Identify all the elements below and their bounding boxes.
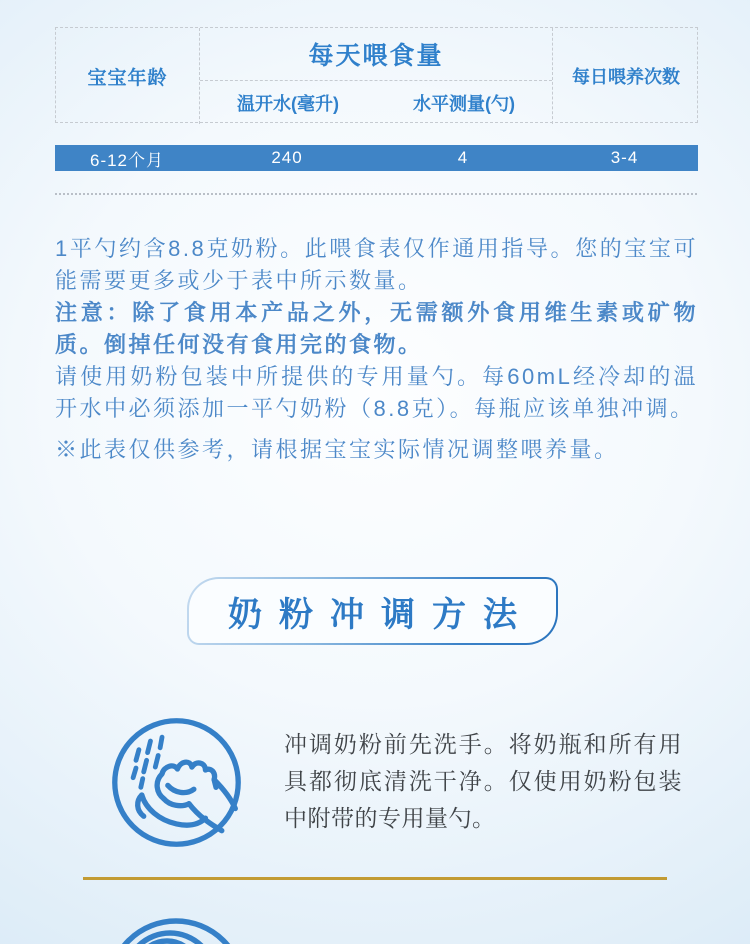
feeding-notes <box>55 233 698 466</box>
gold-divider <box>83 877 667 880</box>
note-warning: 注意：除了食用本产品之外，无需额外食用维生素或矿物质。倒掉任何没有食用完的食物。 <box>55 300 698 357</box>
column-header-baby-age: 宝宝年龄 <box>56 28 200 124</box>
section-title: 奶粉冲调方法 <box>228 595 534 634</box>
column-header-warm-water: 温开水(毫升) <box>237 93 339 114</box>
table-row <box>55 145 698 171</box>
section-badge-inner <box>189 579 556 643</box>
column-header-level-scoops: 水平测量(勺) <box>413 93 515 114</box>
cell-scoops-value: 4 <box>457 148 469 167</box>
cell-frequency-value: 3-4 <box>610 148 639 167</box>
note-scoop-info: 1平勺约含8.8克奶粉。此喂食表仅作通用指导。您的宝宝可能需要更多或少于表中所示数量。 <box>55 236 698 293</box>
dotted-divider <box>55 193 697 195</box>
feeding-table <box>55 27 698 123</box>
step-text: 冲调奶粉前先洗手。将奶瓶和所有用具都彻底清洗干净。仅使用奶粉包装中附带的专用量勺。 <box>284 731 682 831</box>
cell-age-value: 6-12个月 <box>89 150 165 170</box>
note-reference: ※此表仅供参考，请根据宝宝实际情况调整喂养量。 <box>55 437 619 462</box>
hand-washing-icon <box>109 715 244 850</box>
section-badge <box>187 577 558 645</box>
column-header-daily-feedings: 每日喂养次数 <box>552 28 699 124</box>
note-preparation: 请使用奶粉包装中所提供的专用量勺。每60mL经冷却的温开水中必须添加一平勺奶粉（8.8克）。每瓶应该单独冲调。 <box>55 364 698 421</box>
cell-water-value: 240 <box>271 148 303 167</box>
boiling-water-icon <box>104 916 254 944</box>
column-header-daily-amount: 每天喂食量 <box>200 28 552 81</box>
